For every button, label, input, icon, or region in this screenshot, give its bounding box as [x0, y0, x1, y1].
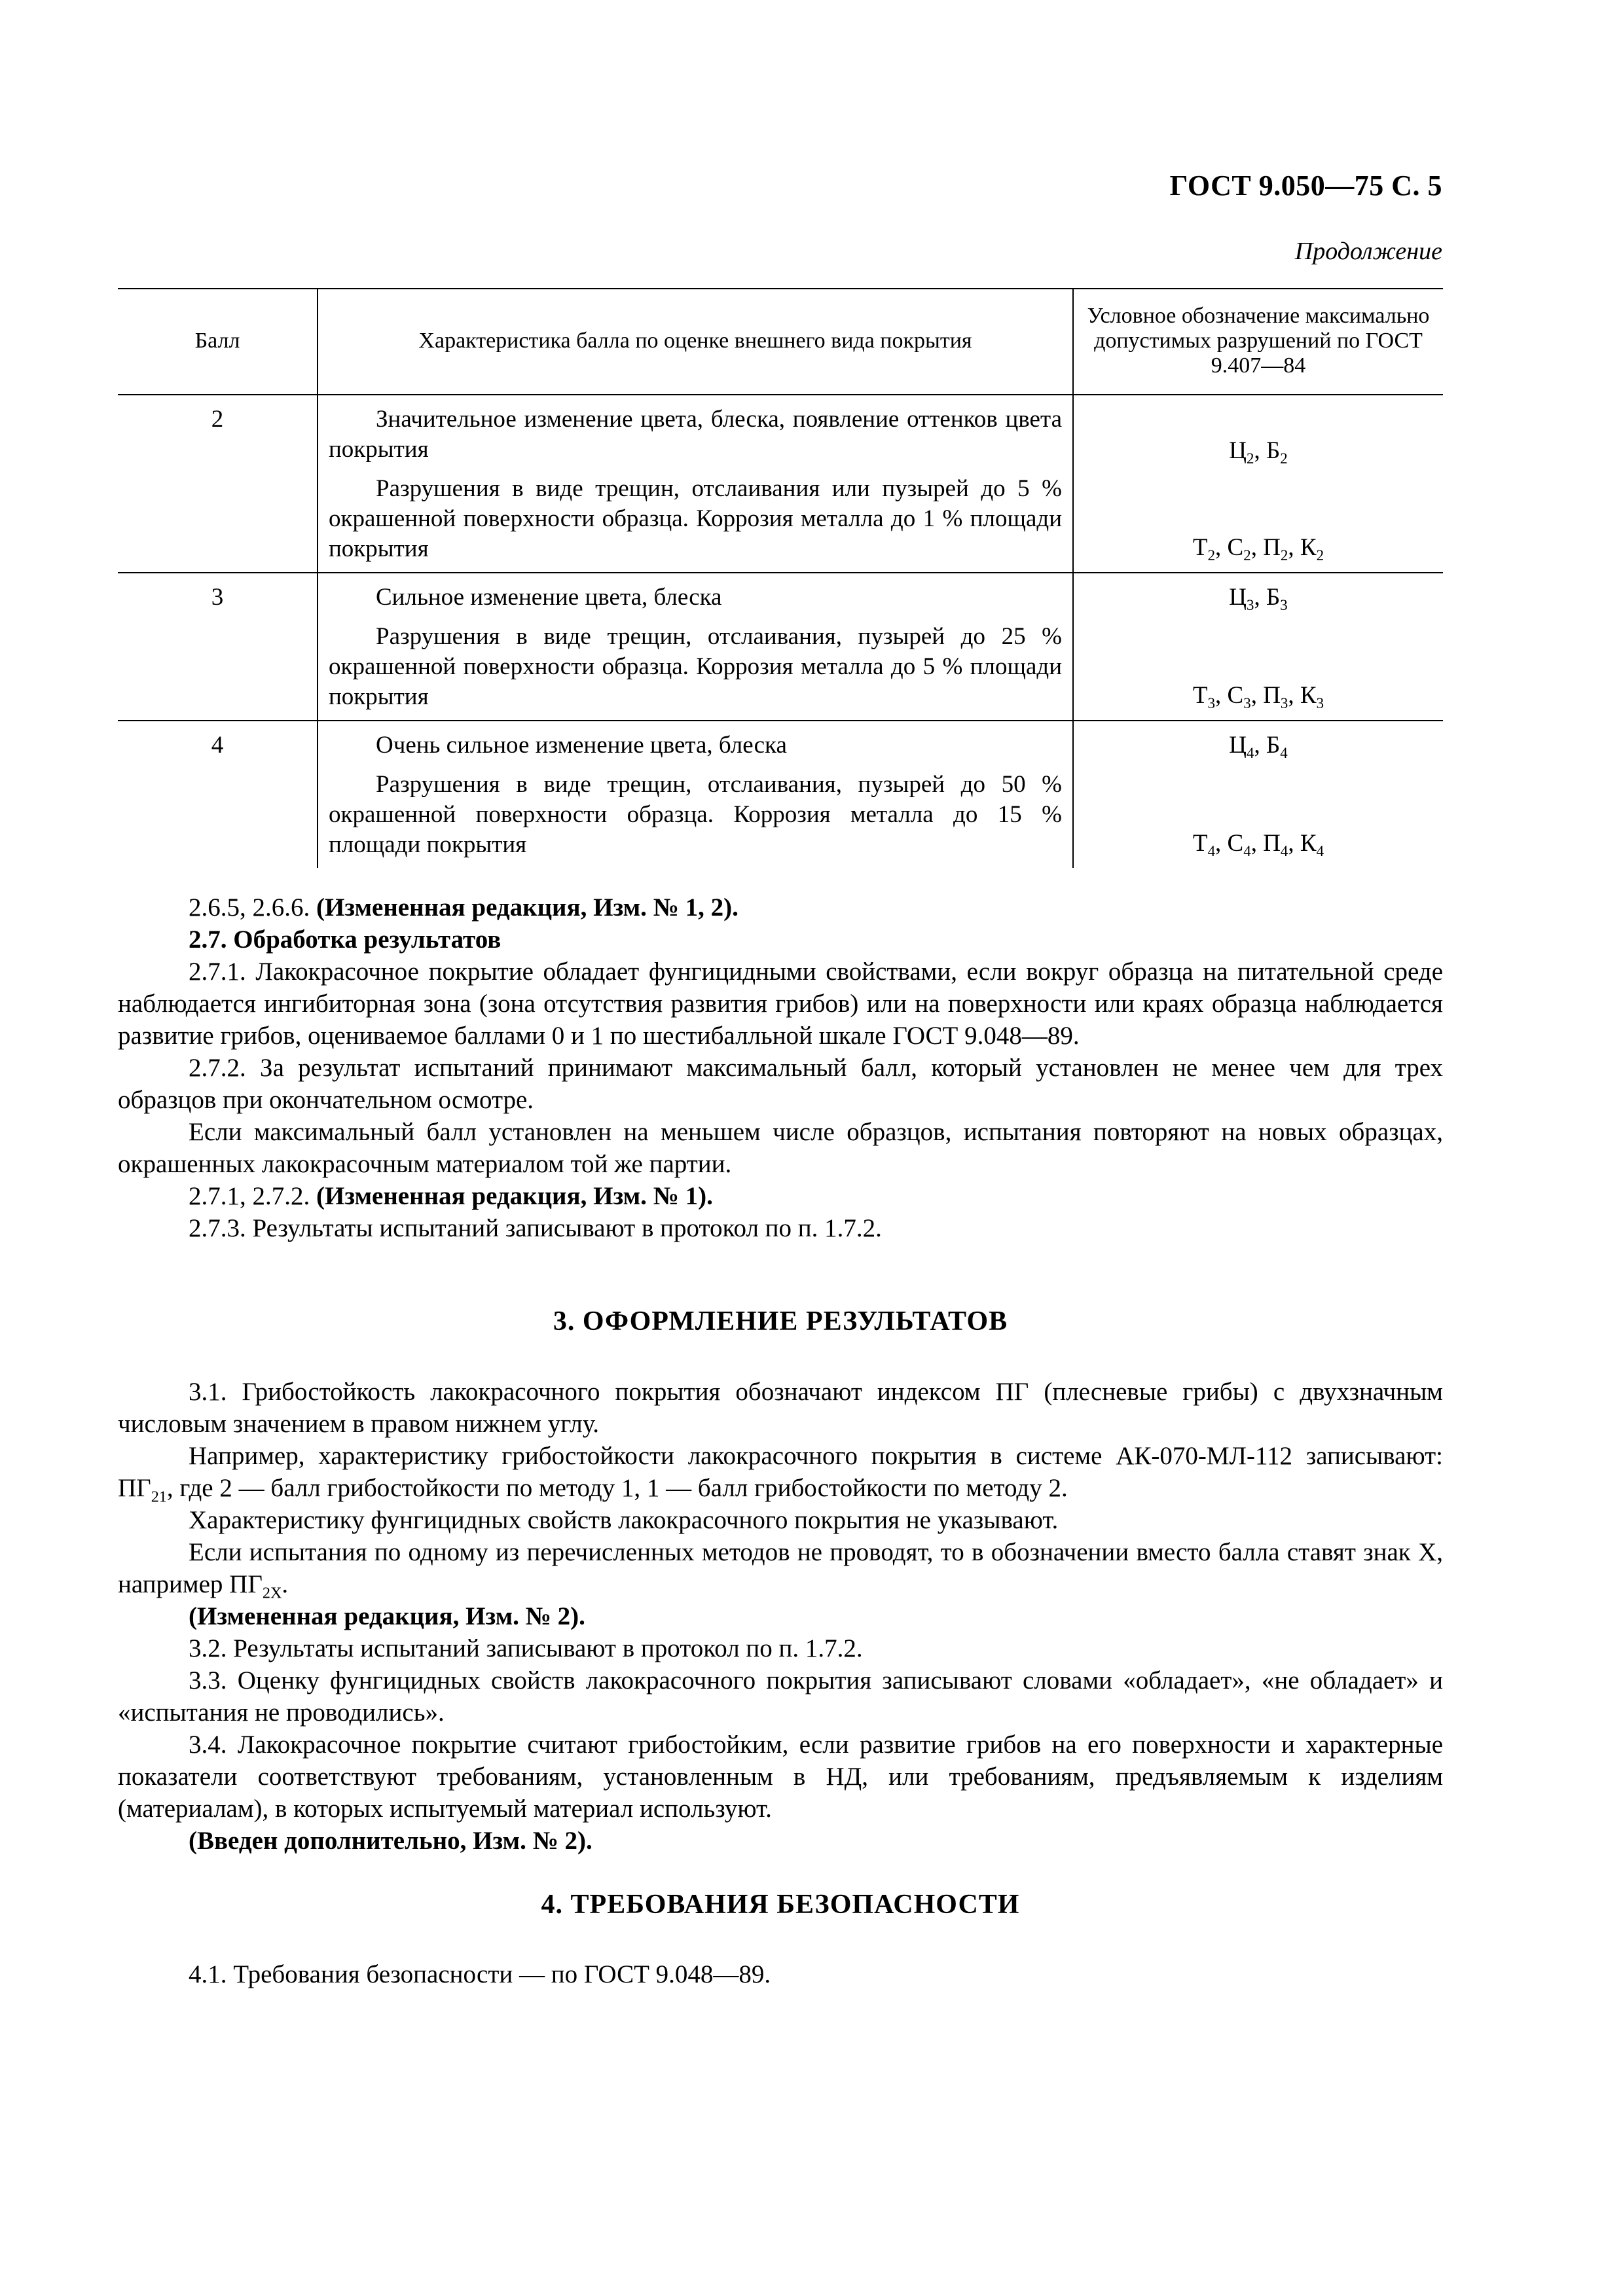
designation-appearance: $Ц_3$, $Б_3$	[1229, 584, 1288, 614]
paragraph-example: Например, характеристику грибостойкости лакокрасочного покрытия в системе АК-070-МЛ-112 записывают: $ПГ_{21}$, где 2 — балл грибостойкости по методу 1, 1 — балл грибостойкости по методу 2.	[118, 1442, 1443, 1506]
ball-cell: 4	[118, 721, 318, 868]
introduced-note: (Введен дополнительно, Изм. № 2).	[189, 1827, 593, 1855]
heading-27: 2.7. Обработка результатов	[189, 925, 501, 954]
designation-damage: $Т_4$, $С_4$, $П_4$, $К_4$	[1192, 830, 1324, 860]
paragraph-271: 2.7.1. Лакокрасочное покрытие обладает фунгицидными свойствами, если вокруг образца на питательной среде наблюдается ингибиторная зона (зона отсутствия развития грибов) или на поверхности или краях образца наблюдается развитие грибов, оцениваемое баллами 0 и 1 по шестибалльной шкале ГОСТ 9.048—89.	[118, 958, 1443, 1050]
paragraph-272: 2.7.2. За результат испытаний принимают максимальный балл, который установлен не менее чем для трех образцов при окончательном осмотре.	[118, 1054, 1443, 1114]
section-3-text	[118, 1376, 1443, 1857]
description-damage: Разрушения в виде трещин, отслаивания или пузырей до 5 % окрашенной поверхности образца. Коррозия металла до 1 % площади покрытия	[329, 475, 1062, 562]
designation-appearance: $Ц_4$, $Б_4$	[1229, 732, 1288, 762]
section-2-text	[118, 891, 1443, 1244]
column-header-description: Характеристика балла по оценке внешнего вида покрытия	[318, 289, 1073, 395]
designation-appearance: $Ц_2$, $Б_2$	[1229, 437, 1288, 467]
table-row	[118, 395, 1443, 573]
table-row	[118, 573, 1443, 721]
table-row	[118, 721, 1443, 868]
description-appearance: Значительное изменение цвета, блеска, появление оттенков цвета покрытия	[329, 406, 1062, 463]
section-4-text	[118, 1958, 1443, 1990]
column-header-ball: Балл	[118, 289, 318, 395]
column-header-designation: Условное обозначение максимально допустимых разрушений по ГОСТ 9.407—84	[1073, 289, 1443, 395]
paragraph-273: 2.7.3. Результаты испытаний записывают в протокол по п. 1.7.2.	[189, 1214, 882, 1242]
amendment-3: (Измененная редакция, Изм. № 2).	[189, 1602, 585, 1630]
paragraph-x-mark: Если испытания по одному из перечисленных методов не проводят, то в обозначении вместо балла ставят знак X, например $ПГ_{2X}$.	[118, 1538, 1443, 1602]
ball-cell: 3	[118, 573, 318, 721]
description-damage: Разрушения в виде трещин, отслаивания, пузырей до 50 % окрашенной поверхности образца. Коррозия металла до 15 % площади покрытия	[329, 771, 1062, 858]
ball-cell: 2	[118, 395, 318, 573]
description-appearance: Сильное изменение цвета, блеска	[376, 584, 722, 611]
section-4-title: 4. ТРЕБОВАНИЯ БЕЗОПАСНОСТИ	[541, 1890, 1020, 1920]
paragraph-31: 3.1. Грибостойкость лакокрасочного покрытия обозначают индексом ПГ (плесневые грибы) с двухзначным числовым значением в правом нижнем углу.	[118, 1378, 1443, 1438]
section-3-title: 3. ОФОРМЛЕНИЕ РЕЗУЛЬТАТОВ	[553, 1306, 1008, 1336]
paragraph-33: 3.3. Оценку фунгицидных свойств лакокрасочного покрытия записывают словами «обладает», «не обладает» и «испытания не проводились».	[118, 1666, 1443, 1727]
page-header: ГОСТ 9.050—75 С. 5	[1169, 170, 1442, 202]
paragraph-34: 3.4. Лакокрасочное покрытие считают грибостойким, если развитие грибов на его поверхности и характерные показатели соответствуют требованиям, установленным в НД, или требованиям, предъявляемым к изделиям (материалам), в которых испытуемый материал используют.	[118, 1731, 1443, 1823]
continuation-label: Продолжение	[1294, 238, 1442, 265]
amendment-265: 2.6.5, 2.6.6. (Измененная редакция, Изм. № 1, 2).	[189, 893, 739, 922]
paragraph-41: 4.1. Требования безопасности — по ГОСТ 9.048—89.	[189, 1960, 771, 1988]
paragraph-272b: Если максимальный балл установлен на меньшем числе образцов, испытания повторяют на новых образцах, окрашенных лакокрасочным материалом той же партии.	[118, 1118, 1443, 1178]
description-cell	[318, 721, 1073, 868]
amendment-271-272: 2.7.1, 2.7.2. (Измененная редакция, Изм. № 1).	[189, 1182, 713, 1210]
paragraph-32: 3.2. Результаты испытаний записывают в протокол по п. 1.7.2.	[189, 1634, 863, 1662]
defects-table	[118, 288, 1443, 868]
designation-cell	[1073, 721, 1443, 868]
designation-cell	[1073, 395, 1443, 573]
designation-damage: $Т_3$, $С_3$, $П_3$, $К_3$	[1192, 682, 1324, 712]
description-cell	[318, 395, 1073, 573]
designation-damage: $Т_2$, $С_2$, $П_2$, $К_2$	[1192, 534, 1324, 564]
description-appearance: Очень сильное изменение цвета, блеска	[376, 732, 787, 759]
description-cell	[318, 573, 1073, 721]
designation-cell	[1073, 573, 1443, 721]
description-damage: Разрушения в виде трещин, отслаивания, пузырей до 25 % окрашенной поверхности образца. Коррозия металла до 5 % площади покрытия	[329, 623, 1062, 710]
paragraph-fungicidal: Характеристику фунгицидных свойств лакокрасочного покрытия не указывают.	[189, 1506, 1059, 1534]
